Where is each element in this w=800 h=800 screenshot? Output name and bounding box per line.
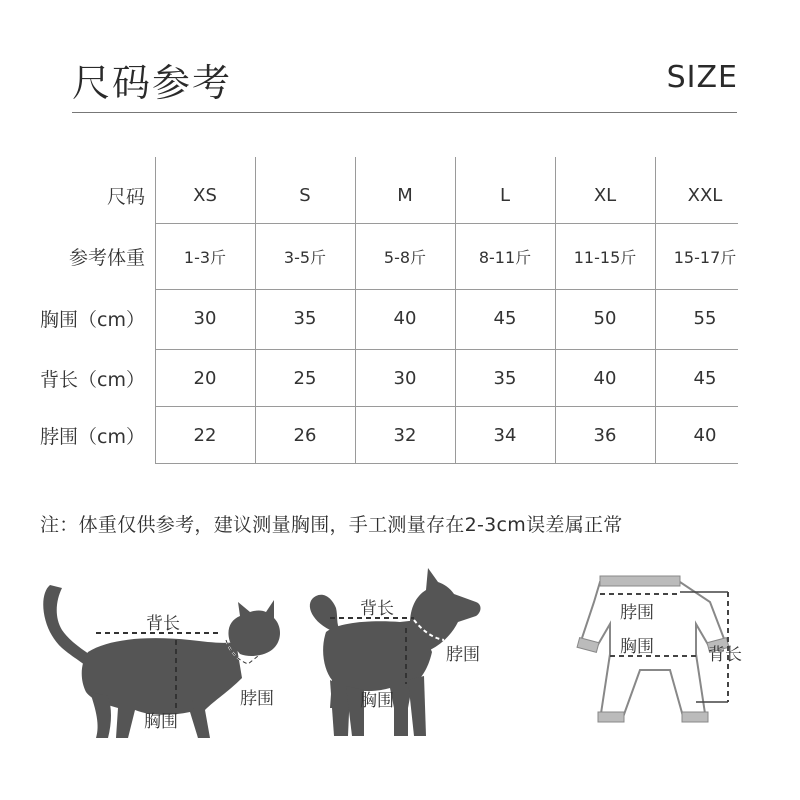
dog-chest-label: 胸围 (360, 691, 394, 711)
garment-back-label: 背长 (708, 645, 742, 665)
table-cell: 36 (593, 424, 617, 446)
cat-back-label: 背长 (146, 614, 180, 634)
table-cell: 45 (493, 307, 517, 329)
table-row (0, 348, 740, 408)
table-cell: 35 (293, 307, 317, 329)
table-cell: 45 (693, 367, 717, 389)
size-header: M (397, 184, 413, 206)
title-divider (72, 112, 737, 113)
table-cell: 30 (193, 307, 217, 329)
table-cell: 55 (693, 307, 717, 329)
size-header: XS (193, 184, 217, 206)
row-label: 脖围（cm） (40, 425, 145, 448)
cat-neck-label: 脖围 (240, 689, 274, 709)
garment-chest-label: 胸围 (620, 637, 654, 657)
table-cell: 40 (693, 424, 717, 446)
table-row (0, 288, 740, 348)
row-label: 背长（cm） (40, 368, 145, 391)
size-header: XXL (687, 184, 723, 206)
page-title: 尺码参考 (72, 61, 233, 105)
table-header-row (0, 165, 740, 225)
table-cell: 25 (293, 367, 317, 389)
corner-label: 尺码 (106, 185, 145, 208)
size-note: 注：体重仅供参考，建议测量胸围，手工测量存在2-3cm误差属正常 (40, 514, 623, 536)
table-cell: 8-11斤 (478, 247, 532, 267)
table-cell: 3-5斤 (283, 247, 327, 267)
table-cell: 34 (493, 424, 517, 446)
table-cell: 40 (593, 367, 617, 389)
table-cell: 50 (593, 307, 617, 329)
dog-back-label: 背长 (360, 599, 394, 619)
table-cell: 40 (393, 307, 417, 329)
dog-neck-label: 脖围 (446, 645, 480, 665)
row-label: 参考体重 (68, 246, 145, 269)
table-cell: 35 (493, 367, 517, 389)
table-cell: 20 (193, 367, 217, 389)
table-row (0, 405, 740, 465)
table-cell: 22 (193, 424, 217, 446)
table-row (0, 226, 740, 286)
table-cell: 1-3斤 (183, 247, 227, 267)
table-cell: 15-17斤 (673, 247, 737, 267)
row-label: 胸围（cm） (40, 308, 145, 331)
table-cell: 26 (293, 424, 317, 446)
garment-neck-label: 脖围 (620, 603, 654, 623)
table-cell: 32 (393, 424, 417, 446)
page-title-en: SIZE (666, 60, 738, 95)
table-cell: 5-8斤 (383, 247, 427, 267)
size-header: S (299, 184, 311, 206)
size-header: XL (593, 184, 617, 206)
table-cell: 30 (393, 367, 417, 389)
size-header: L (499, 184, 511, 206)
cat-chest-label: 胸围 (144, 712, 178, 732)
table-cell: 11-15斤 (573, 247, 637, 267)
